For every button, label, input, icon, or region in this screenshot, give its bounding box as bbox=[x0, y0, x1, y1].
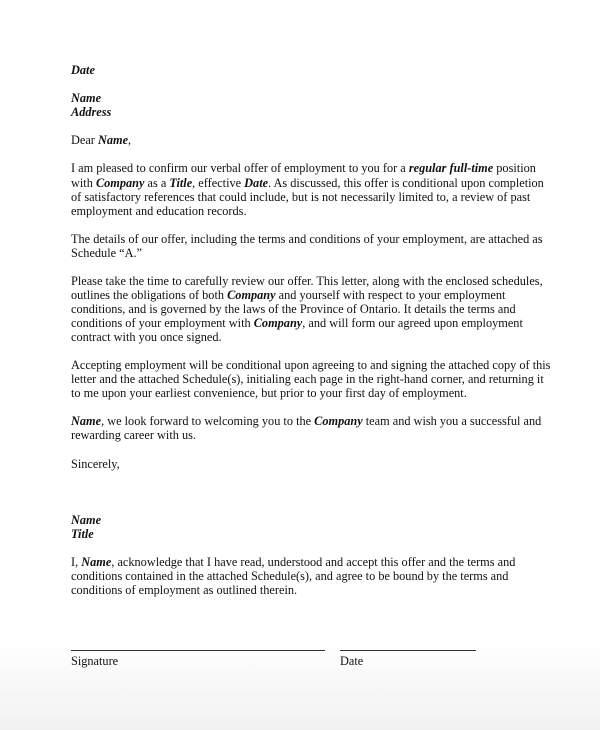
salutation-suffix: , bbox=[128, 133, 132, 147]
salutation bbox=[71, 133, 131, 147]
paragraph-3-line-2 bbox=[71, 288, 505, 302]
closing: Sincerely, bbox=[71, 457, 120, 471]
employment-type: regular full-time bbox=[408, 161, 494, 175]
salutation-prefix: Dear bbox=[71, 133, 98, 147]
name-placeholder: Name bbox=[81, 555, 112, 569]
paragraph-4-line-2: letter and the attached Schedule(s), initialing each page in the right-hand corner, and returning it bbox=[71, 372, 544, 386]
text-run: , and will form our agreed upon employment bbox=[302, 316, 523, 330]
acknowledgment-line-3: conditions of employment as outlined therein. bbox=[71, 583, 298, 597]
title-placeholder: Title bbox=[169, 176, 193, 190]
paragraph-3-line-5: contract with you once signed. bbox=[71, 330, 222, 344]
date-line bbox=[340, 650, 476, 651]
text-run: team and wish you a successful and bbox=[362, 414, 542, 428]
text-run: conditions of your employment with bbox=[71, 316, 254, 330]
text-run: position bbox=[493, 161, 536, 175]
paragraph-4-line-3: to me upon your earliest convenience, but prior to your first day of employment. bbox=[71, 386, 467, 400]
date-label: Date bbox=[340, 654, 364, 668]
paragraph-1-line-1 bbox=[71, 161, 536, 175]
text-run: , we look forward to welcoming you to the bbox=[101, 414, 315, 428]
text-run: , acknowledge that I have read, understood and accept this offer and the terms and bbox=[111, 555, 516, 569]
text-run: with bbox=[71, 176, 96, 190]
paragraph-2-line-2: Schedule “A.” bbox=[71, 246, 143, 260]
recipient-address: Address bbox=[71, 105, 112, 119]
paragraph-3-line-1: Please take the time to carefully review our offer. This letter, along with the enclosed schedules, bbox=[71, 274, 543, 288]
text-run: as a bbox=[144, 176, 170, 190]
signature-line bbox=[71, 650, 325, 651]
text-run: . As discussed, this offer is conditional upon completion bbox=[268, 176, 544, 190]
paragraph-5-line-1 bbox=[71, 414, 541, 428]
text-run: , effective bbox=[192, 176, 245, 190]
signature-label: Signature bbox=[71, 654, 119, 668]
company-placeholder: Company bbox=[253, 316, 303, 330]
paragraph-5-line-2: rewarding career with us. bbox=[71, 428, 196, 442]
paragraph-1-line-4: employment and education records. bbox=[71, 204, 247, 218]
salutation-name: Name bbox=[97, 133, 129, 147]
sender-title: Title bbox=[71, 527, 94, 541]
paragraph-1-line-2 bbox=[71, 176, 544, 190]
acknowledgment-line-2: conditions contained in the attached Schedule(s), and agree to be bound by the terms and bbox=[71, 569, 509, 583]
recipient-name: Name bbox=[71, 91, 102, 105]
date-placeholder: Date bbox=[244, 176, 269, 190]
paragraph-2-line-1: The details of our offer, including the terms and conditions of your employment, are attached as bbox=[71, 232, 543, 246]
sender-name: Name bbox=[71, 513, 102, 527]
paragraph-1-line-3: of satisfactory references that could include, but is not necessarily limited to, a review of past bbox=[71, 190, 531, 204]
company-placeholder: Company bbox=[314, 414, 363, 428]
name-placeholder: Name bbox=[71, 414, 102, 428]
paragraph-3-line-4 bbox=[71, 316, 523, 330]
text-run: outlines the obligations of both bbox=[71, 288, 228, 302]
company-placeholder: Company bbox=[227, 288, 276, 302]
text-run: and yourself with respect to your employment bbox=[275, 288, 506, 302]
text-run: I, bbox=[71, 555, 82, 569]
paragraph-4-line-1: Accepting employment will be conditional upon agreeing to and signing the attached copy of this bbox=[71, 358, 551, 372]
text-run: I am pleased to confirm our verbal offer of employment to you for a bbox=[71, 161, 409, 175]
letter-date: Date bbox=[71, 63, 95, 77]
paragraph-3-line-3: conditions, and is governed by the laws of the Province of Ontario. It details the terms and bbox=[71, 302, 516, 316]
acknowledgment-line-1 bbox=[71, 555, 515, 569]
company-placeholder: Company bbox=[95, 176, 145, 190]
